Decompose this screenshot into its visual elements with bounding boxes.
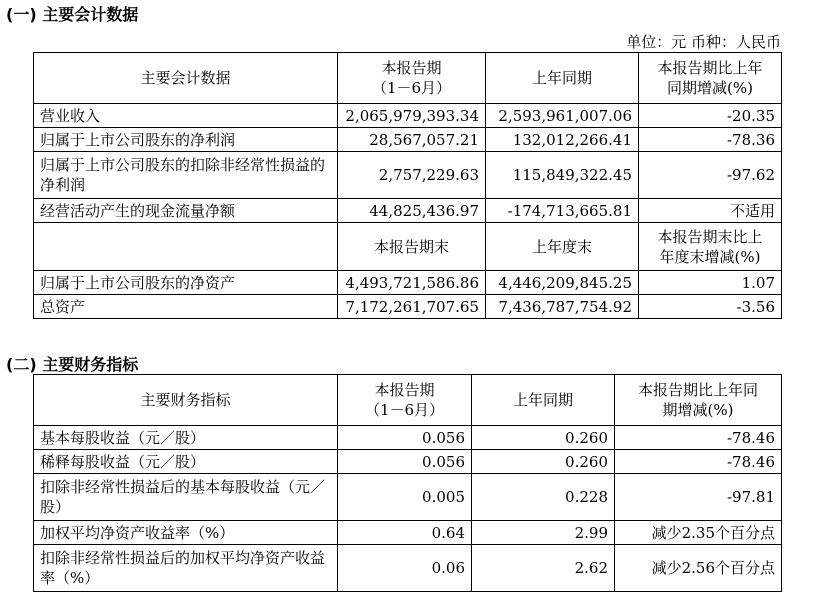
header-cell: 本报告期比上年 同期增减(%) bbox=[639, 53, 782, 104]
header-cell: 本报告期末比上 年度末增减(%) bbox=[639, 223, 782, 271]
row-label: 经营活动产生的现金流量净额 bbox=[34, 199, 338, 223]
cell-value: -78.36 bbox=[639, 128, 782, 152]
financial-indicators-table bbox=[33, 374, 782, 592]
table-row bbox=[34, 295, 782, 319]
header-cell: 上年度末 bbox=[486, 223, 639, 271]
header-cell: 本报告期末 bbox=[338, 223, 486, 271]
table-row bbox=[34, 199, 782, 223]
cell-value: 0.260 bbox=[472, 426, 615, 450]
cell-value: 132,012,266.41 bbox=[486, 128, 639, 152]
cell-value: -78.46 bbox=[615, 450, 782, 474]
table-header-row bbox=[34, 375, 782, 426]
section-title-financial-indicators: (二) 主要财务指标 bbox=[6, 355, 139, 374]
header-cell: 主要财务指标 bbox=[34, 375, 338, 426]
header-cell: 本报告期比上年同 期增减(%) bbox=[615, 375, 782, 426]
cell-value: -174,713,665.81 bbox=[486, 199, 639, 223]
cell-value: 2,593,961,007.06 bbox=[486, 104, 639, 128]
cell-value: 7,436,787,754.92 bbox=[486, 295, 639, 319]
row-label: 营业收入 bbox=[34, 104, 338, 128]
cell-value: -20.35 bbox=[639, 104, 782, 128]
row-label: 归属于上市公司股东的扣除非经常性损益的净利润 bbox=[34, 152, 338, 199]
header-cell: 本报告期 （1－6月） bbox=[338, 375, 472, 426]
cell-value: 不适用 bbox=[639, 199, 782, 223]
cell-value: 4,493,721,586.86 bbox=[338, 271, 486, 295]
section-title-accounting-data: (一) 主要会计数据 bbox=[6, 5, 139, 24]
row-label: 扣除非经常性损益后的加权平均净资产收益率（%） bbox=[34, 545, 338, 592]
header-cell: 本报告期 （1－6月） bbox=[338, 53, 486, 104]
cell-value: 0.64 bbox=[338, 521, 472, 545]
cell-value: 2,757,229.63 bbox=[338, 152, 486, 199]
table-row bbox=[34, 474, 782, 521]
row-label: 归属于上市公司股东的净利润 bbox=[34, 128, 338, 152]
row-label: 扣除非经常性损益后的基本每股收益（元／股） bbox=[34, 474, 338, 521]
header-cell: 上年同期 bbox=[486, 53, 639, 104]
cell-value: -97.81 bbox=[615, 474, 782, 521]
cell-value: 2,065,979,393.34 bbox=[338, 104, 486, 128]
cell-value: 115,849,322.45 bbox=[486, 152, 639, 199]
table-row bbox=[34, 152, 782, 199]
cell-value: 4,446,209,845.25 bbox=[486, 271, 639, 295]
cell-value: 0.06 bbox=[338, 545, 472, 592]
header-cell bbox=[34, 223, 338, 271]
row-label: 稀释每股收益（元／股） bbox=[34, 450, 338, 474]
table-row bbox=[34, 426, 782, 450]
cell-value: 2.99 bbox=[472, 521, 615, 545]
row-label: 归属于上市公司股东的净资产 bbox=[34, 271, 338, 295]
unit-currency-line: 单位：元 币种：人民币 bbox=[626, 33, 781, 51]
table-row bbox=[34, 545, 782, 592]
row-label: 总资产 bbox=[34, 295, 338, 319]
cell-value: 减少2.35个百分点 bbox=[615, 521, 782, 545]
cell-value: 7,172,261,707.65 bbox=[338, 295, 486, 319]
cell-value: 28,567,057.21 bbox=[338, 128, 486, 152]
row-label: 加权平均净资产收益率（%） bbox=[34, 521, 338, 545]
table-row bbox=[34, 450, 782, 474]
table-row bbox=[34, 521, 782, 545]
table-subheader-row bbox=[34, 223, 782, 271]
table-header-row bbox=[34, 53, 782, 104]
cell-value: 0.005 bbox=[338, 474, 472, 521]
cell-value: 0.056 bbox=[338, 450, 472, 474]
cell-value: 2.62 bbox=[472, 545, 615, 592]
table-row bbox=[34, 271, 782, 295]
row-label: 基本每股收益（元／股） bbox=[34, 426, 338, 450]
cell-value: 减少2.56个百分点 bbox=[615, 545, 782, 592]
table-row bbox=[34, 128, 782, 152]
cell-value: 0.228 bbox=[472, 474, 615, 521]
cell-value: -97.62 bbox=[639, 152, 782, 199]
cell-value: -3.56 bbox=[639, 295, 782, 319]
cell-value: 1.07 bbox=[639, 271, 782, 295]
cell-value: -78.46 bbox=[615, 426, 782, 450]
accounting-data-table bbox=[33, 52, 782, 319]
cell-value: 0.260 bbox=[472, 450, 615, 474]
cell-value: 0.056 bbox=[338, 426, 472, 450]
header-cell: 主要会计数据 bbox=[34, 53, 338, 104]
header-cell: 上年同期 bbox=[472, 375, 615, 426]
cell-value: 44,825,436.97 bbox=[338, 199, 486, 223]
table-row bbox=[34, 104, 782, 128]
